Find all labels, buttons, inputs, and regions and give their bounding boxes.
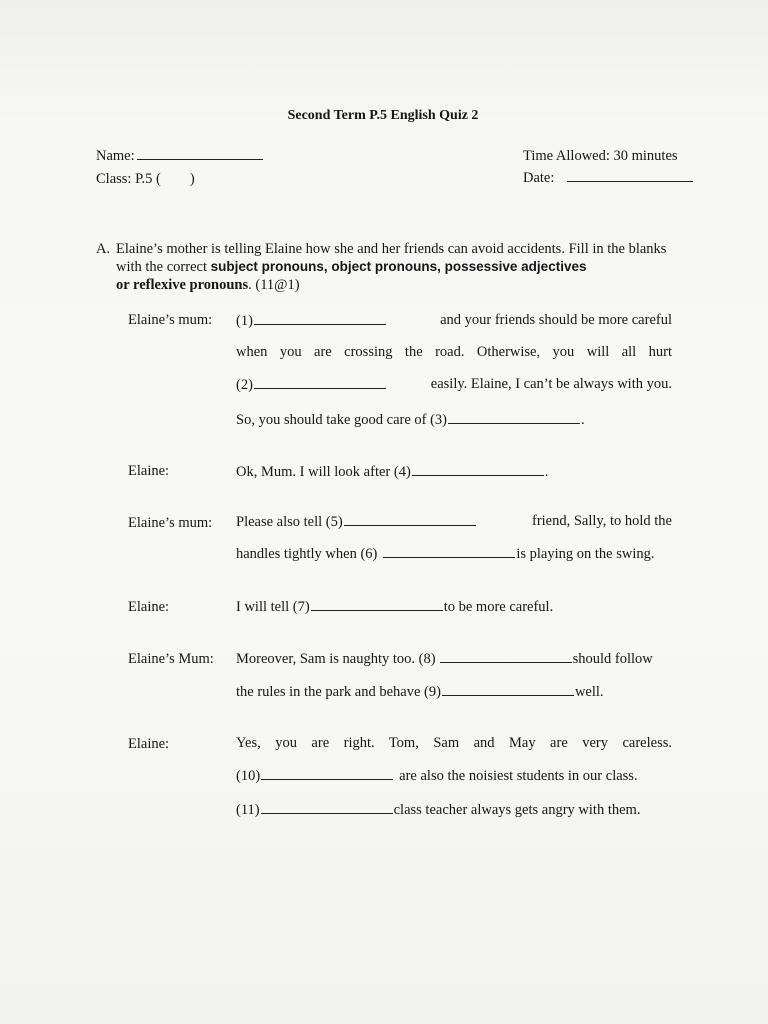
dialogue-line: (10) are also the noisiest students in our class. [236,768,638,784]
answer-blank-10[interactable] [261,767,393,780]
speaker-label: Elaine’s Mum: [128,651,214,667]
dialogue-line: Moreover, Sam is naughty too. (8) should follow [236,651,653,667]
bold-instruction-2: or reflexive pronouns [116,277,249,293]
speaker-label: Elaine: [128,599,170,615]
dialogue-line: (2) easily. Elaine, I can’t be always with you. [236,376,672,393]
name-blank [137,158,263,160]
class-field [96,171,195,188]
bold-instruction: subject pronouns, object pronouns, possessive adjectives [210,259,587,274]
answer-blank-9[interactable] [442,683,574,696]
answer-blank-6[interactable] [383,545,515,558]
speaker-label: Elaine’s mum: [128,312,213,328]
answer-blank-7[interactable] [311,598,443,611]
answer-blank-3[interactable] [448,411,580,424]
dialogue-line: handles tightly when (6) is playing on the swing. [236,546,655,562]
dialogue-line: I will tell (7) to be more careful. [236,599,554,615]
dialogue-line: the rules in the park and behave (9) well. [236,684,604,700]
class-label: Class: P.5 ( ) [96,171,195,187]
answer-blank-4[interactable] [412,463,544,476]
dialogue-line: (1) and your friends should be more careful [236,312,672,329]
date-label: Date: [523,170,555,186]
name-field [96,148,263,165]
answer-blank-2[interactable] [254,376,386,389]
dialogue-line: So, you should take good care of (3) . [236,412,585,428]
dialogue-line: Ok, Mum. I will look after (4) . [236,464,549,480]
time-allowed: Time Allowed: 30 minutes [523,148,678,164]
answer-blank-5[interactable] [344,513,476,526]
dialogue-line: when you are crossing the road. Otherwise, you will all hurt [236,344,672,360]
dialogue-line: Please also tell (5) friend, Sally, to hold the [236,513,672,530]
answer-blank-1[interactable] [254,312,386,325]
speaker-label: Elaine: [128,463,170,479]
section-a-instructions: A. Elaine’s mother is telling Elaine how she and her friends can avoid accidents. Fill in the blanks with the correct subject pronouns, object pronouns, possessive adjectives or reflexive pronouns. (11@1) [96,241,667,293]
answer-blank-11[interactable] [261,801,393,814]
quiz-title: Second Term P.5 English Quiz 2 [287,108,479,123]
date-blank [567,180,693,182]
dialogue-line: Yes, you are right. Tom, Sam and May are very careless. [236,735,672,751]
section-letter: A. [96,241,111,257]
name-label: Name: [96,148,135,164]
speaker-label: Elaine: [128,736,170,752]
date-field [523,170,693,187]
speaker-label: Elaine’s mum: [128,515,213,531]
dialogue-line: (11) class teacher always gets angry with them. [236,802,641,818]
answer-blank-8[interactable] [440,650,572,663]
